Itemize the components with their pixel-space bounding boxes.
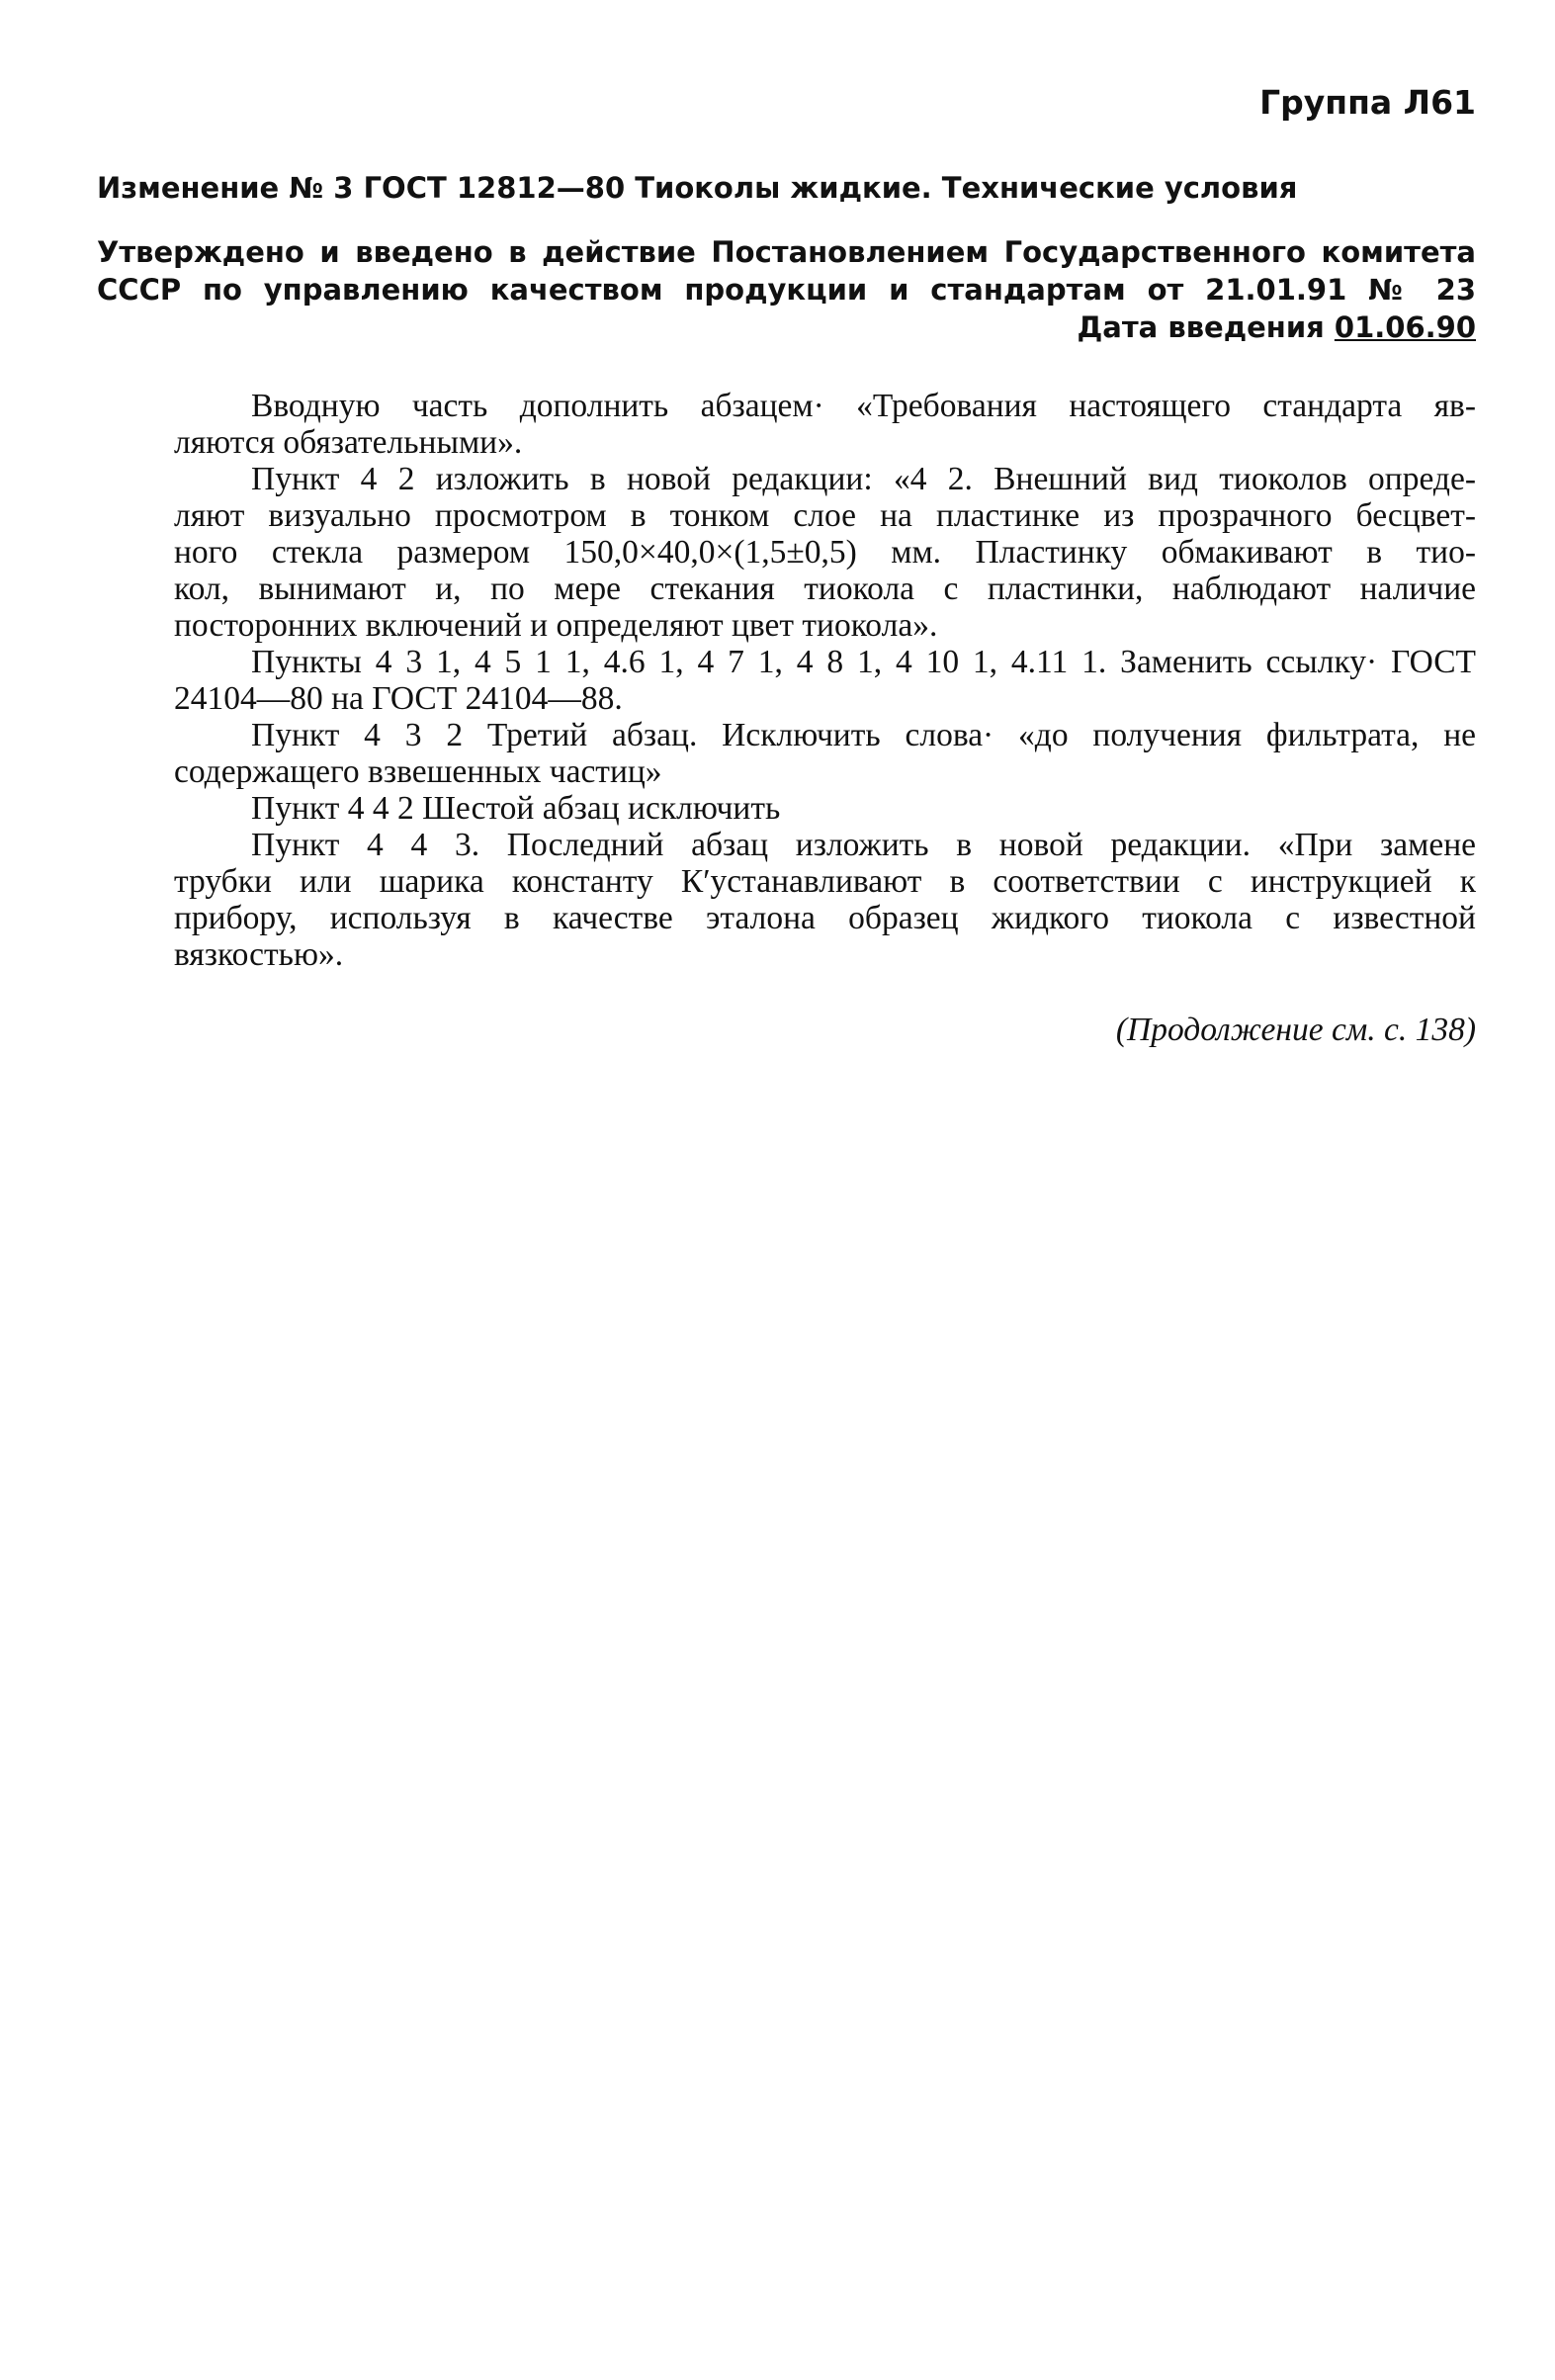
- group-code: Группа Л61: [1259, 83, 1476, 122]
- paragraph-4-3-2: [97, 717, 1476, 790]
- amendment-text: [97, 388, 1476, 973]
- paragraph-4-4-3: [97, 827, 1476, 973]
- paragraph-line: 24104—80 на ГОСТ 24104—88.: [174, 680, 623, 717]
- effective-date-row: [97, 309, 1476, 346]
- paragraph-4-2: [97, 461, 1476, 644]
- paragraph-line: прибору, используя в качестве эталона образец жидкого тиокола с известной: [174, 900, 1476, 936]
- paragraph-line: кол, вынимают и, по мере стекания тиокола с пластинки, наблюдают наличие: [174, 571, 1476, 607]
- paragraph-line: трубки или шарика константу К′устанавливают в соответствии с инструкцией к: [174, 863, 1476, 900]
- paragraph-line: Пункт 4 4 3. Последний абзац изложить в новой редакции. «При замене: [251, 827, 1476, 863]
- paragraph-line: посторонних включений и определяют цвет тиокола».: [174, 607, 938, 644]
- paragraph-line: Вводную часть дополнить абзацем· «Требования настоящего стандарта яв-: [251, 388, 1476, 424]
- continuation-note: (Продолжение см. с. 138): [1115, 1012, 1476, 1048]
- paragraph-line: вязкостью».: [174, 936, 344, 973]
- paragraph-references: [97, 644, 1476, 717]
- paragraph-intro: [97, 388, 1476, 461]
- approval-line-1: Утверждено и введено в действие Постановлением Государственного комитета: [97, 235, 1476, 269]
- paragraph-line: ляются обязательными».: [174, 424, 523, 461]
- effective-date-value: 01.06.90: [1334, 310, 1476, 344]
- paragraph-line: ляют визуально просмотром в тонком слое на пластинке из прозрачного бесцвет-: [174, 497, 1476, 534]
- approval-line-2: СССР по управлению качеством продукции и стандартам от 21.01.91 № 23: [97, 273, 1476, 307]
- paragraph-line: Пункт 4 4 2 Шестой абзац исключить: [251, 790, 781, 827]
- document-body: [97, 79, 1476, 1050]
- paragraph-line: содержащего взвешенных частиц»: [174, 753, 662, 790]
- effective-date-label: Дата введения: [1077, 310, 1325, 344]
- paragraph-line: Пункт 4 3 2 Третий абзац. Исключить слова· «до получения фильтрата, не: [251, 717, 1476, 753]
- paragraph-line: ного стекла размером 150,0×40,0×(1,5±0,5) мм. Пластинку обмакивают в тио-: [174, 534, 1476, 571]
- amendment-title: Изменение № 3 ГОСТ 12812—80 Тиоколы жидкие. Технические условия: [97, 171, 1298, 205]
- paragraph-line: Пункты 4 3 1, 4 5 1 1, 4.6 1, 4 7 1, 4 8 1, 4 10 1, 4.11 1. Заменить ссылку· ГОСТ: [251, 644, 1476, 680]
- paragraph-line: Пункт 4 2 изложить в новой редакции: «4 2. Внешний вид тиоколов опреде-: [251, 461, 1476, 497]
- paragraph-4-4-2: [97, 790, 1476, 827]
